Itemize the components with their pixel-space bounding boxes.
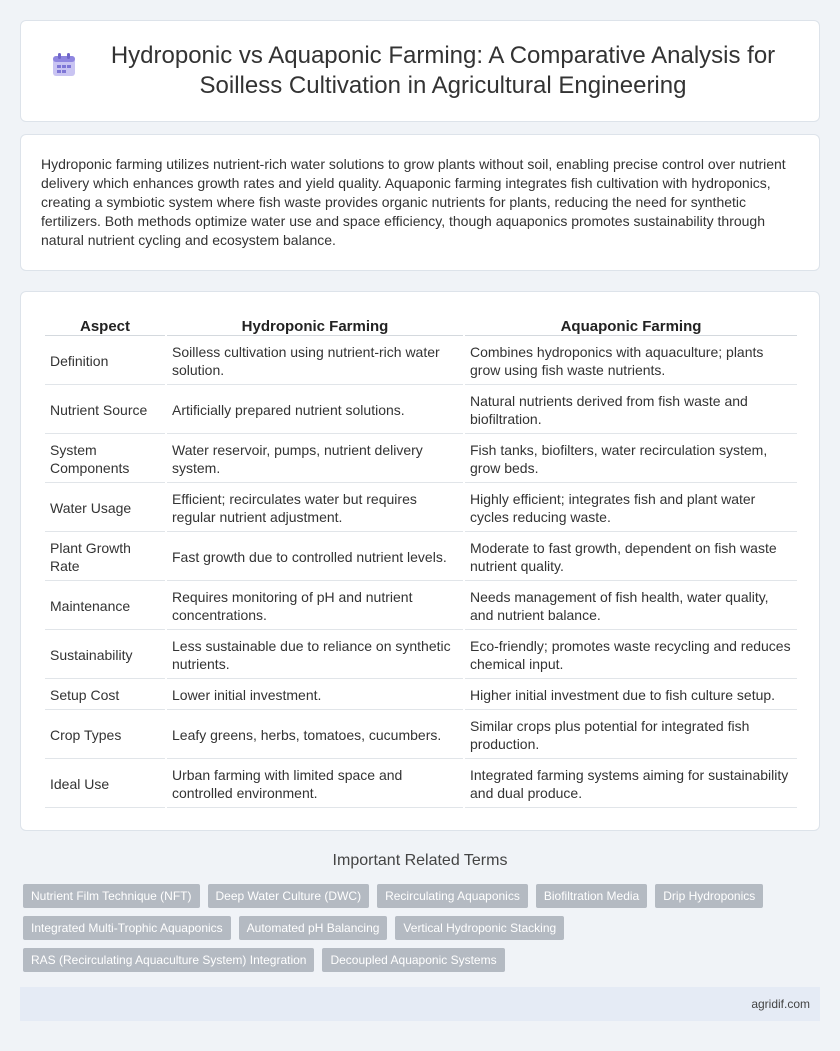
cell-aspect: Setup Cost [45,681,165,710]
cell-aquaponic: Eco-friendly; promotes waste recycling and reduces chemical input. [465,632,797,679]
table-row [45,761,797,808]
cell-hydroponic: Efficient; recirculates water but requires regular nutrient adjustment. [167,485,463,532]
table-row [45,485,797,532]
cell-aspect: Definition [45,338,165,385]
related-term-tag[interactable]: Biofiltration Media [536,884,647,908]
cell-hydroponic: Leafy greens, herbs, tomatoes, cucumbers. [167,712,463,759]
cell-aquaponic: Integrated farming systems aiming for sustainability and dual produce. [465,761,797,808]
related-term-tag[interactable]: Decoupled Aquaponic Systems [322,948,504,972]
table-row [45,436,797,483]
comparison-table-card [20,291,820,831]
intro-card [20,134,820,271]
intro-paragraph: Hydroponic farming utilizes nutrient-rich water solutions to grow plants without soil, enabling precise control over nutrient delivery which enhances growth rates and yield quality. Aquaponic farming integrates fish cultivation with hydroponics, creating a symbiotic system where fish waste provides organic nutrients for plants, reducing the need for synthetic fertilizers. Both methods optimize water use and space efficiency, though aquaponics promotes sustainability through natural nutrient cycling and ecosystem balance. [41,156,786,248]
table-row [45,632,797,679]
header-hydroponic: Hydroponic Farming [167,312,463,336]
cell-hydroponic: Less sustainable due to reliance on synthetic nutrients. [167,632,463,679]
cell-aquaponic: Fish tanks, biofilters, water recirculation system, grow beds. [465,436,797,483]
related-term-tag[interactable]: Drip Hydroponics [655,884,763,908]
table-row [45,387,797,434]
table-row [45,583,797,630]
page-title: Hydroponic vs Aquaponic Farming: A Comparative Analysis for Soilless Cultivation in Agricultural Engineering [110,42,776,99]
table-row [45,338,797,385]
cell-hydroponic: Soilless cultivation using nutrient-rich water solution. [167,338,463,385]
table-row [45,712,797,759]
header-aquaponic: Aquaponic Farming [465,312,797,336]
related-term-tag[interactable]: RAS (Recirculating Aquaculture System) Integration [23,948,314,972]
table-row [45,681,797,710]
related-term-tag[interactable]: Deep Water Culture (DWC) [208,884,370,908]
header-aspect: Aspect [45,312,165,336]
cell-hydroponic: Fast growth due to controlled nutrient levels. [167,534,463,581]
cell-aspect: Ideal Use [45,761,165,808]
cell-aquaponic: Similar crops plus potential for integrated fish production. [465,712,797,759]
footer [20,987,820,1021]
cell-aspect: System Components [45,436,165,483]
cell-aspect: Crop Types [45,712,165,759]
cell-aquaponic: Needs management of fish health, water quality, and nutrient balance. [465,583,797,630]
footer-site-link[interactable]: agridif.com [751,997,810,1011]
cell-hydroponic: Requires monitoring of pH and nutrient concentrations. [167,583,463,630]
header-card [20,20,820,122]
cell-hydroponic: Lower initial investment. [167,681,463,710]
calendar-icon [51,52,77,78]
related-term-tag[interactable]: Nutrient Film Technique (NFT) [23,884,200,908]
cell-aquaponic: Natural nutrients derived from fish waste and biofiltration. [465,387,797,434]
cell-aspect: Maintenance [45,583,165,630]
cell-aquaponic: Higher initial investment due to fish culture setup. [465,681,797,710]
cell-hydroponic: Urban farming with limited space and controlled environment. [167,761,463,808]
cell-aspect: Plant Growth Rate [45,534,165,581]
related-term-tag[interactable]: Automated pH Balancing [239,916,388,940]
related-term-tag[interactable]: Recirculating Aquaponics [377,884,528,908]
cell-aquaponic: Highly efficient; integrates fish and plant water cycles reducing waste. [465,485,797,532]
table-row [45,534,797,581]
cell-aspect: Sustainability [45,632,165,679]
cell-aquaponic: Moderate to fast growth, dependent on fish waste nutrient quality. [465,534,797,581]
related-term-tag[interactable]: Vertical Hydroponic Stacking [395,916,564,940]
related-terms-title: Important Related Terms [332,852,508,869]
cell-hydroponic: Artificially prepared nutrient solutions. [167,387,463,434]
cell-aquaponic: Combines hydroponics with aquaculture; plants grow using fish waste nutrients. [465,338,797,385]
related-term-tag[interactable]: Integrated Multi-Trophic Aquaponics [23,916,231,940]
cell-aspect: Water Usage [45,485,165,532]
cell-aspect: Nutrient Source [45,387,165,434]
related-terms-list [23,884,823,980]
table-header-row [45,312,797,336]
comparison-table [43,310,799,810]
cell-hydroponic: Water reservoir, pumps, nutrient delivery system. [167,436,463,483]
